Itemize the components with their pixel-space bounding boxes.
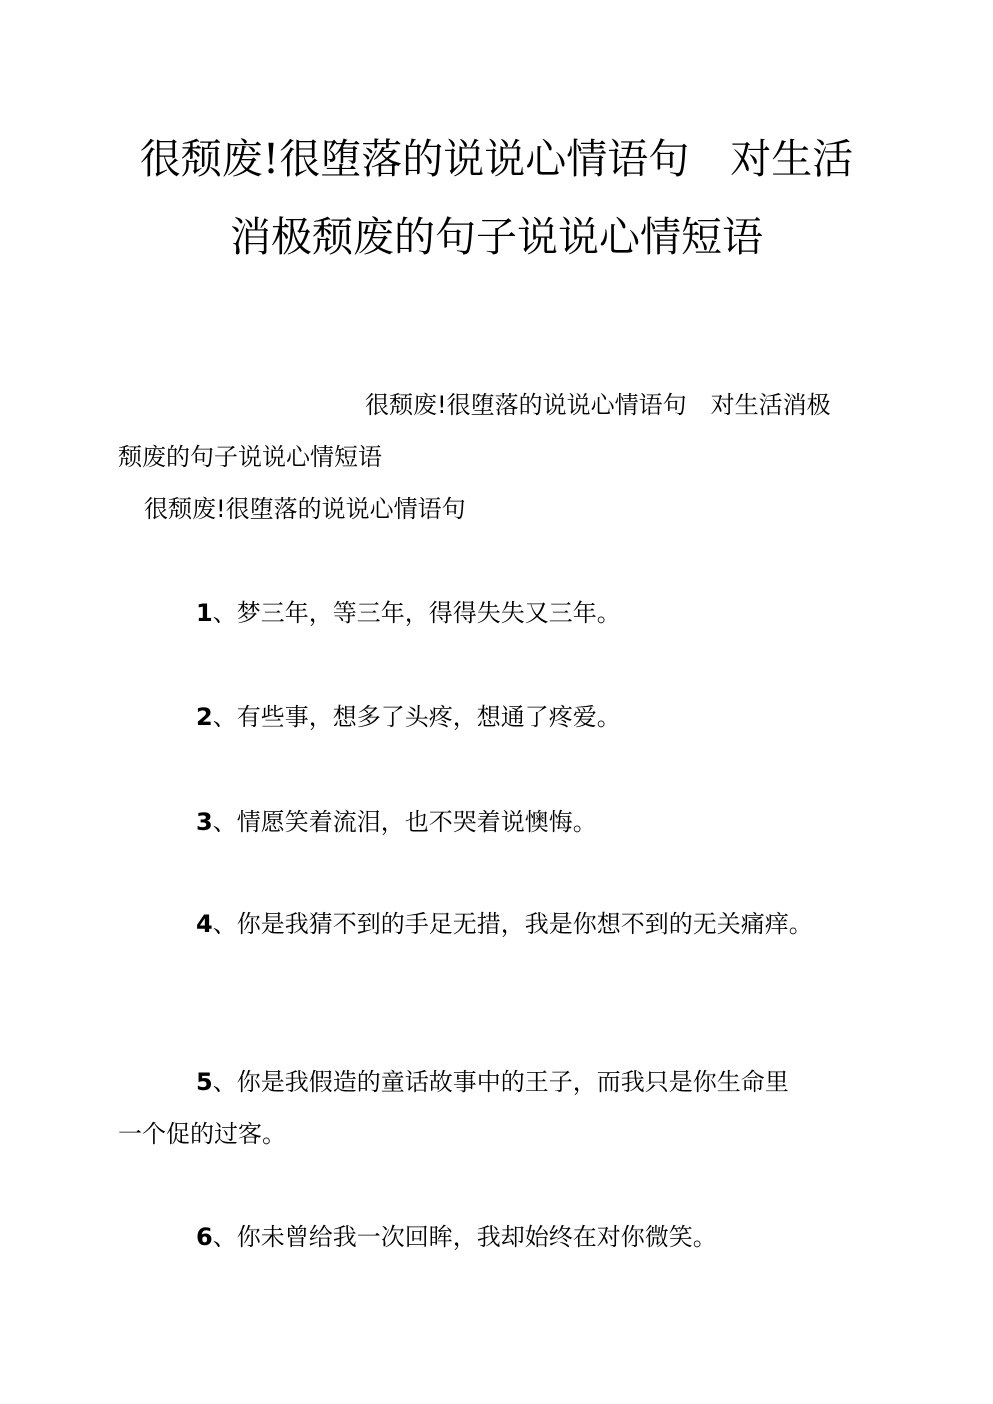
list-item (196, 701, 621, 733)
list-item-number: 4 (196, 910, 213, 938)
list-item-number: 1 (196, 599, 213, 627)
list-item (196, 597, 621, 629)
list-item-text: 、梦三年，等三年，得得失失又三年。 (212, 599, 621, 627)
list-item-text: 、有些事，想多了头疼，想通了疼爱。 (212, 703, 621, 731)
list-item-number: 3 (196, 808, 213, 836)
list-item (196, 908, 813, 940)
page-title-line-2: 消极颓废的句子说说心情短语 (230, 213, 763, 261)
list-item-text: 、情愿笑着流泪，也不哭着说懊悔。 (212, 808, 597, 836)
list-item (196, 1221, 717, 1253)
list-item-continuation: 一个促的过客。 (118, 1120, 286, 1148)
page-title-line-1: 很颓废!很堕落的说说心情语句 对生活 (139, 135, 854, 183)
list-item-text: 、你未曾给我一次回眸，我却始终在对你微笑。 (212, 1223, 717, 1251)
list-item-number: 6 (196, 1223, 213, 1251)
section-subheading: 很颓废!很堕落的说说心情语句 (144, 495, 466, 523)
list-item (196, 806, 597, 838)
list-item-text: 、你是我猜不到的手足无措，我是你想不到的无关痛痒。 (212, 910, 813, 938)
intro-line-2: 颓废的句子说说心情短语 (118, 443, 382, 471)
list-item (196, 1066, 789, 1098)
intro-line-1: 很颓废!很堕落的说说心情语句 对生活消极 (365, 391, 831, 419)
list-item-number: 2 (196, 703, 213, 731)
list-item-text: 、你是我假造的童话故事中的王子，而我只是你生命里 (212, 1068, 789, 1096)
list-item-number: 5 (196, 1068, 213, 1096)
